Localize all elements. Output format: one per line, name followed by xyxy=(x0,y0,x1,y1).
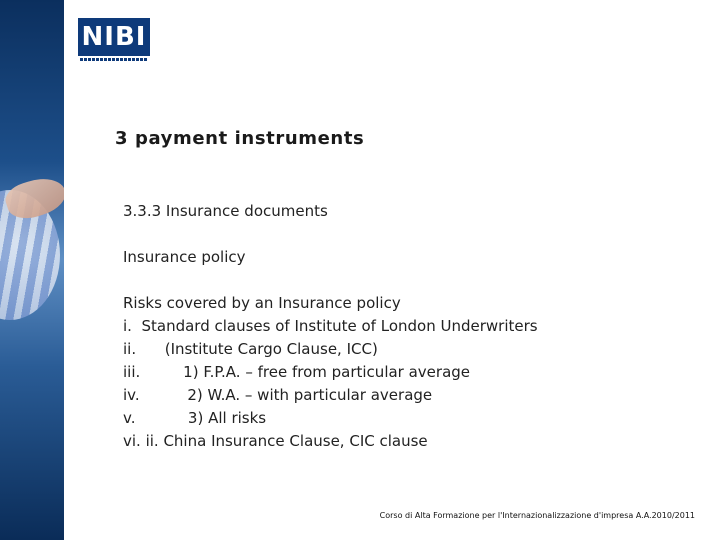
decorative-side-band xyxy=(0,0,64,540)
bullet-line: i. Standard clauses of Institute of London Underwriters xyxy=(123,317,538,335)
logo-tagline xyxy=(80,58,148,61)
bullet-line: v. 3) All risks xyxy=(123,409,267,427)
slide-title: 3 payment instruments xyxy=(115,128,365,149)
bullet-line: iii. 1) F.P.A. – free from particular average xyxy=(123,363,471,381)
bullet-line: Risks covered by an Insurance policy xyxy=(123,294,401,312)
slide-content xyxy=(123,200,703,453)
bullet-line: iv. 2) W.A. – with particular average xyxy=(123,386,433,404)
bullet-line: vi. ii. China Insurance Clause, CIC clause xyxy=(123,432,428,450)
subsection-heading: Insurance policy xyxy=(123,248,246,266)
section-heading: 3.3.3 Insurance documents xyxy=(123,202,328,220)
logo-text: NIBI xyxy=(81,22,147,52)
bullet-line: ii. (Institute Cargo Clause, ICC) xyxy=(123,340,378,358)
nibi-logo xyxy=(78,18,150,56)
footer-text: Corso di Alta Formazione per l'Internazionalizzazione d'impresa A.A.2010/2011 xyxy=(379,511,695,520)
